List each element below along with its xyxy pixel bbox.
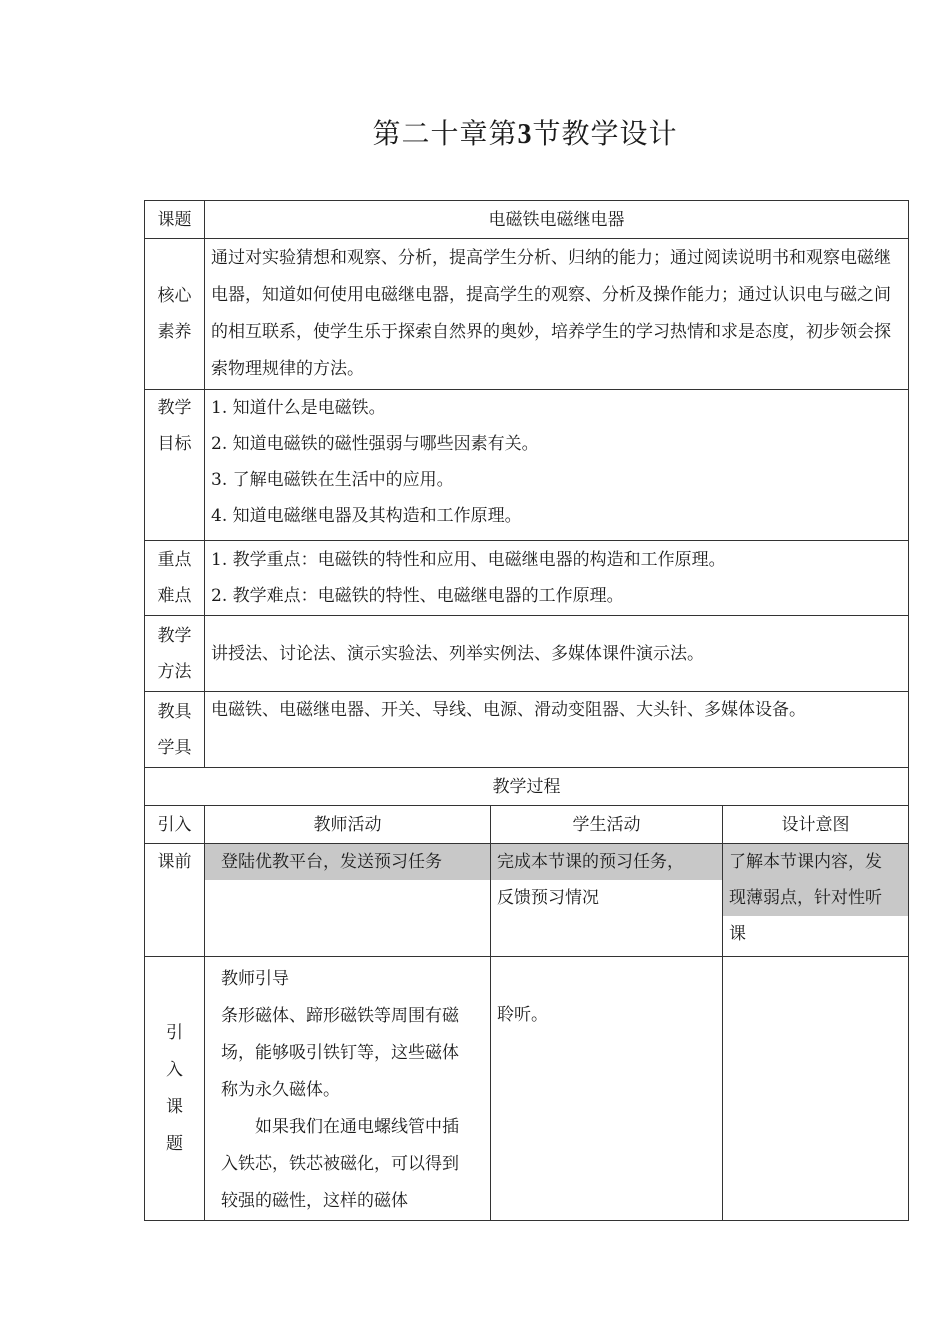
- keypoints-label-line-1: 重点: [157, 550, 192, 570]
- intro-teacher-p2: 如果我们在通电螺线管中插入铁芯，铁芯被磁化，可以得到较强的磁性，这样的磁体: [221, 1117, 459, 1211]
- intro-teacher-head: 教师引导: [221, 969, 289, 989]
- goals-list: [205, 390, 909, 541]
- tools-row: [145, 692, 909, 768]
- intro-student-cell: [491, 957, 723, 1221]
- intro-stage: [145, 957, 205, 1221]
- title-number: 3: [517, 119, 533, 150]
- intro-student: 聆听。: [497, 1005, 548, 1025]
- prelesson-teacher: 登陆优教平台，发送预习任务: [205, 844, 490, 880]
- process-header: 教学过程: [145, 768, 909, 806]
- intro-row: [145, 957, 909, 1221]
- methods-label-line-2: 方法: [157, 661, 192, 682]
- tools-text: 电磁铁、电磁继电器、开关、导线、电源、滑动变阻器、大头针、多媒体设备。: [205, 692, 909, 768]
- prelesson-student-cell: [491, 844, 723, 957]
- prelesson-student-line-1: 完成本节课的预习任务，: [491, 844, 722, 880]
- intro-design-cell: [723, 957, 909, 1221]
- goal-item: 3. 了解电磁铁在生活中的应用。: [211, 470, 454, 490]
- goals-label: [145, 390, 205, 541]
- methods-label: [145, 616, 205, 692]
- literacy-label-line-1: 核心: [157, 286, 192, 306]
- literacy-text: 通过对实验猜想和观察、分析，提高学生分析、归纳的能力；通过阅读说明书和观察电磁继电器，知道如何使用电磁继电器，提高学生的观察、分析及操作能力；通过认识电与磁之间的相互联系，使学生乐于探索自然界的奥妙，培养学生的学习热情和求是态度，初步领会探索物理规律的方法。: [205, 239, 909, 390]
- intro-stage-char: 引: [166, 1022, 183, 1043]
- keypoints-list: [205, 541, 909, 616]
- methods-text: 讲授法、讨论法、演示实验法、列举实例法、多媒体课件演示法。: [205, 616, 909, 692]
- prelesson-stage: 课前: [145, 844, 205, 957]
- goals-label-line-2: 目标: [157, 434, 192, 454]
- col-student: 学生活动: [491, 806, 723, 844]
- goal-item: 2. 知道电磁铁的磁性强弱与哪些因素有关。: [211, 434, 539, 454]
- prelesson-design-line-2: 现薄弱点，针对性听: [723, 880, 908, 916]
- keypoints-label: [145, 541, 205, 616]
- document-title: [0, 112, 950, 152]
- goal-item: 4. 知道电磁继电器及其构造和工作原理。: [211, 506, 522, 526]
- goal-item: 1. 知道什么是电磁铁。: [211, 398, 386, 418]
- keypoint-item: 1. 教学重点：电磁铁的特性和应用、电磁继电器的构造和工作原理。: [211, 550, 726, 570]
- topic-value: 电磁铁电磁继电器: [205, 201, 909, 239]
- intro-teacher-p1: 条形磁体、蹄形磁铁等周围有磁场，能够吸引铁钉等，这些磁体称为永久磁体。: [221, 1006, 459, 1100]
- goals-label-line-1: 教学: [157, 398, 192, 418]
- col-teacher: 教师活动: [205, 806, 491, 844]
- column-header-row: [145, 806, 909, 844]
- topic-row: [145, 201, 909, 239]
- literacy-label: [145, 239, 205, 390]
- prelesson-row: [145, 844, 909, 957]
- intro-stage-char: 题: [166, 1133, 183, 1154]
- col-design: 设计意图: [723, 806, 909, 844]
- methods-label-line-1: 教学: [157, 625, 192, 646]
- title-prefix: 第二十章第: [372, 117, 518, 150]
- prelesson-design-line-3: 课: [729, 924, 746, 944]
- goals-row: [145, 390, 909, 541]
- keypoints-label-line-2: 难点: [157, 586, 192, 606]
- literacy-row: [145, 239, 909, 390]
- keypoint-item: 2. 教学难点：电磁铁的特性、电磁继电器的工作原理。: [211, 586, 624, 606]
- prelesson-teacher-cell: [205, 844, 491, 957]
- intro-stage-char: 课: [166, 1096, 183, 1117]
- process-header-row: [145, 768, 909, 806]
- prelesson-student-line-2: 反馈预习情况: [497, 888, 599, 908]
- literacy-label-line-2: 素养: [157, 322, 192, 342]
- prelesson-design-line-1: 了解本节课内容，发: [723, 844, 908, 880]
- col-stage: 引入: [145, 806, 205, 844]
- lesson-plan-table: [144, 200, 909, 1221]
- keypoints-row: [145, 541, 909, 616]
- methods-row: [145, 616, 909, 692]
- intro-teacher-cell: [205, 957, 491, 1221]
- tools-label-line-2: 学具: [157, 737, 192, 758]
- intro-stage-char: 入: [166, 1059, 183, 1080]
- prelesson-design-cell: [723, 844, 909, 957]
- tools-label: [145, 692, 205, 768]
- topic-label: 课题: [145, 201, 205, 239]
- title-suffix: 节教学设计: [532, 117, 678, 150]
- tools-label-line-1: 教具: [157, 701, 192, 722]
